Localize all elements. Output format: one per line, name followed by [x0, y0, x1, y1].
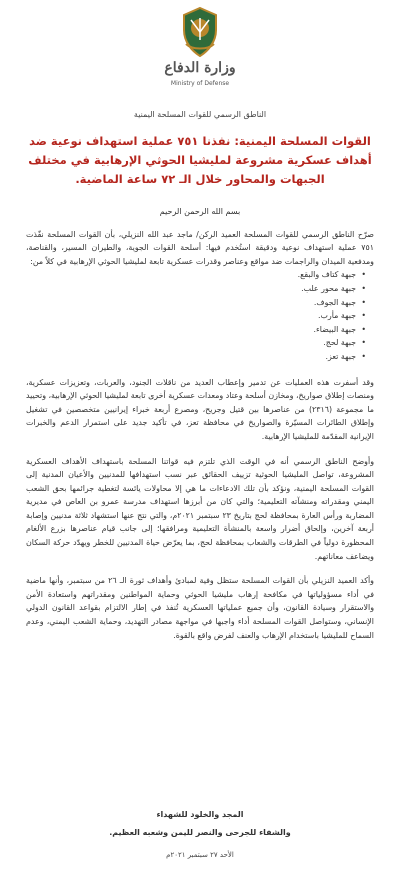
intro-paragraph: صرّح الناطق الرسمي للقوات المسلحة العميد الركن/ ماجد عبد الله النزيلي، بأن القوات المسلحة نفّذت ٧٥١ عملية استهداف نوعية ودقيقة استُخدم فيها: أسلحة القوات الجوية، والطيران المسير، والقناصة، ومدفعية الميدان والراجمات ضد مواقع وعناصر وقدرات عسكرية تابعة لمليشيا الحوثي الإرهابية في كلاً من: [26, 229, 374, 266]
release-date: الأحد ٢٧ سبتمبر ٢٠٢١م [166, 851, 234, 859]
fronts-list [26, 268, 374, 363]
list-item: • جبهة محور علب. [26, 282, 366, 296]
commitment-paragraph: وأكد العميد النزيلي بأن القوات المسلحة ستظل وفية لمبادئ وأهداف ثورة الـ ٢٦ من سبتمبر، وأنها ماضية في أداء مسؤولياتها في مكافحة إرهاب مليشيا الحوثي وحماية المواطنين ومقدراتهم واستعادة الأمن والاستقرار وسيادة القانون، وأن جميع عملياتها العسكرية تُنفذ في إطار الالتزام بقواعد القانون الدولي الإنساني، وستواصل القوات المسلحة أداء واجبها في مواجهة مصادر التهديد، وحماية الشعب اليمني، وعدم السماح للمليشيا باستخدام الإرهاب والعنف لفرض واقع بالقوة. [26, 576, 374, 640]
headline: القوات المسلحة اليمنية: نفذنا ٧٥١ عملية استهداف نوعية ضد أهداف عسكرية مشروعة لمليشيا الحوثي الإرهابية في مختلف الجبهات والمحاور خلال الـ ٧٢ ساعة الماضية. [28, 134, 372, 186]
accusations-paragraph: وأوضح الناطق الرسمي أنه في الوقت الذي تلتزم فيه قواتنا المسلحة باستهداف الأهداف العسكرية المشروعة، تواصل المليشيا الحوثية تزييف الحقائق عبر نسب استهدافها للمدنيين والأعيان المدنية إلى القوات المسلحة اليمنية، ونؤكد بأن تلك الادعاءات ما هي إلا محاولات يائسة لتغطية جرائمها بحق الشعب اليمني ومقدراته ومنشآته التعليمية؛ والتي كان من أبرزها استهداف مدرسة عمرو بن العاص في مديرية المضاربة ورأس العارة بمحافظة لحج بتاريخ ٢٣ سبتمبر ٢٠٢١م، والتي نتج عنها استشهاد ثلاثة مدنيين وإصابة أربعة آخرين، وإلحاق أضرار واسعة بالمنشأة التعليمية ومرافقها؛ إلى جانب قيام عناصرها بزرع الألغام المحظورة دولياً في الطرقات والشعاب بمحافظة لحج، بما يعرّض حياة المدنيين للخطر ويهدّد حركة السكان ويضاعف معاناتهم. [26, 456, 374, 561]
body-text [26, 205, 374, 653]
results-paragraph: وقد أسفرت هذه العمليات عن تدمير وإعطاب العديد من ناقلات الجنود، والعربات، وتعزيزات عسكرية، ومنصات إطلاق صواريخ، ومخازن أسلحة وعتاد ومعدات عسكرية أخرى تابعة لمليشيا الحوثي الإرهابية، وتحييد ما مجموعة (٢٣١٦) من عناصرها بين قتيل وجريح، ومصرع أربعة خبراء إيرانيين متخصصين في تشغيل وإطلاق الطائرات المسيّرة والصواريخ في محافظة تعز، في تأكيد جديد على استمرار الدعم والخبرات الإيرانية المقدّمة للمليشيا الإرهابية. [26, 377, 375, 441]
list-item: • جبهة تعز. [26, 350, 366, 364]
ministry-name-arabic: وزارة الدفاع [164, 60, 236, 76]
closing-line-1: المجد والخلود للشهداء [156, 810, 244, 819]
ministry-name-english: Ministry of Defense [170, 80, 230, 87]
spokesman-title: الناطق الرسمي للقوات المسلحة اليمنية [133, 110, 267, 119]
ministry-emblem-icon [178, 6, 222, 58]
list-item: • جبهة مأرب. [26, 309, 366, 323]
closing-line-2: والشفاء للجرحى والنصر لليمن وشعبه العظيم. [109, 828, 291, 837]
list-item: • جبهة كتاف والبقع. [26, 268, 366, 282]
header [0, 0, 400, 95]
list-item: • جبهة البيضاء. [26, 323, 366, 337]
closing [0, 806, 400, 842]
basmala: بسم الله الرحمن الرحيم [159, 207, 241, 216]
list-item: • جبهة الجوف. [26, 296, 366, 310]
list-item: • جبهة لحج. [26, 336, 366, 350]
